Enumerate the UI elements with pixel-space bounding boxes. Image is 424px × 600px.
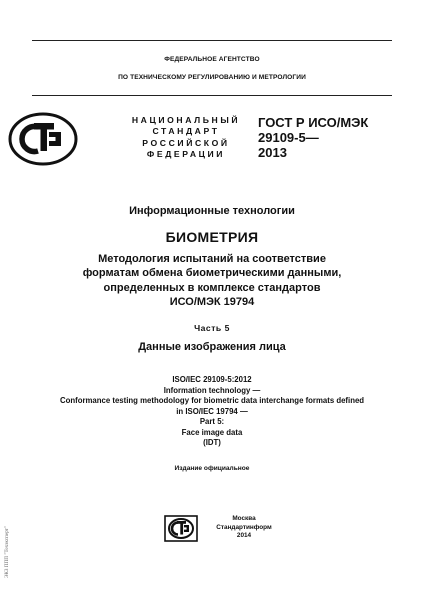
agency-name-line-2: ПО ТЕХНИЧЕСКОМУ РЕГУЛИРОВАНИЮ И МЕТРОЛОГИИ <box>118 74 306 81</box>
agency-name-line-1: ФЕДЕРАЛЬНОЕ АГЕНТСТВО <box>164 56 260 63</box>
standartinform-mark-icon <box>164 515 198 542</box>
standard-number-line: 29109-5— <box>258 130 319 145</box>
iso-reference-line: Information technology — <box>163 385 261 395</box>
standard-number-line: 2013 <box>258 145 287 160</box>
iso-reference-line: Conformance testing methodology for biometric data interchange formats defined <box>59 396 365 405</box>
iso-reference <box>0 375 424 449</box>
publisher-line: Москва <box>232 515 256 522</box>
national-standard-line: НАЦИОНАЛЬНЫЙ <box>131 115 241 125</box>
rst-mark-icon <box>8 112 78 166</box>
header-rule <box>32 95 392 96</box>
title-description-line: Методология испытаний на соответствие <box>98 253 326 265</box>
national-standard-line: СТАНДАРТ <box>152 126 220 137</box>
part-title: Данные изображения лица <box>138 341 286 353</box>
title-description-line: определенных в комплексе стандартов <box>103 281 321 294</box>
title-description-line: форматам обмена биометрическими данными, <box>82 267 342 280</box>
top-rule <box>32 40 392 41</box>
publisher-line: Стандартинформ <box>216 523 272 531</box>
part-number: Часть 5 <box>194 323 230 333</box>
side-watermark: ЭКЗ ППП "Техэксперт" <box>4 525 10 578</box>
edition-label: Издание официальное <box>174 465 250 472</box>
iso-reference-line: ISO/IEC 29109-5:2012 <box>172 375 252 384</box>
iso-reference-line: (IDT) <box>203 438 221 447</box>
national-standard-line: ФЕДЕРАЦИИ <box>146 149 226 160</box>
national-standard-label <box>126 115 246 161</box>
standard-number <box>258 115 368 160</box>
publisher-info <box>204 515 284 541</box>
subject-heading: Информационные технологии <box>129 205 295 217</box>
title-description-line: ИСО/МЭК 19794 <box>169 296 255 309</box>
publisher-line: 2014 <box>236 532 252 540</box>
iso-reference-line: Face image data <box>181 427 243 437</box>
iso-reference-line: in ISO/IEC 19794 — <box>176 406 248 416</box>
standard-number-line: ГОСТ Р ИСО/МЭК <box>258 115 369 130</box>
title-description <box>0 252 424 310</box>
national-standard-line: РОССИЙСКОЙ <box>142 137 230 148</box>
iso-reference-line: Part 5: <box>199 417 225 426</box>
main-title: БИОМЕТРИЯ <box>165 229 259 245</box>
